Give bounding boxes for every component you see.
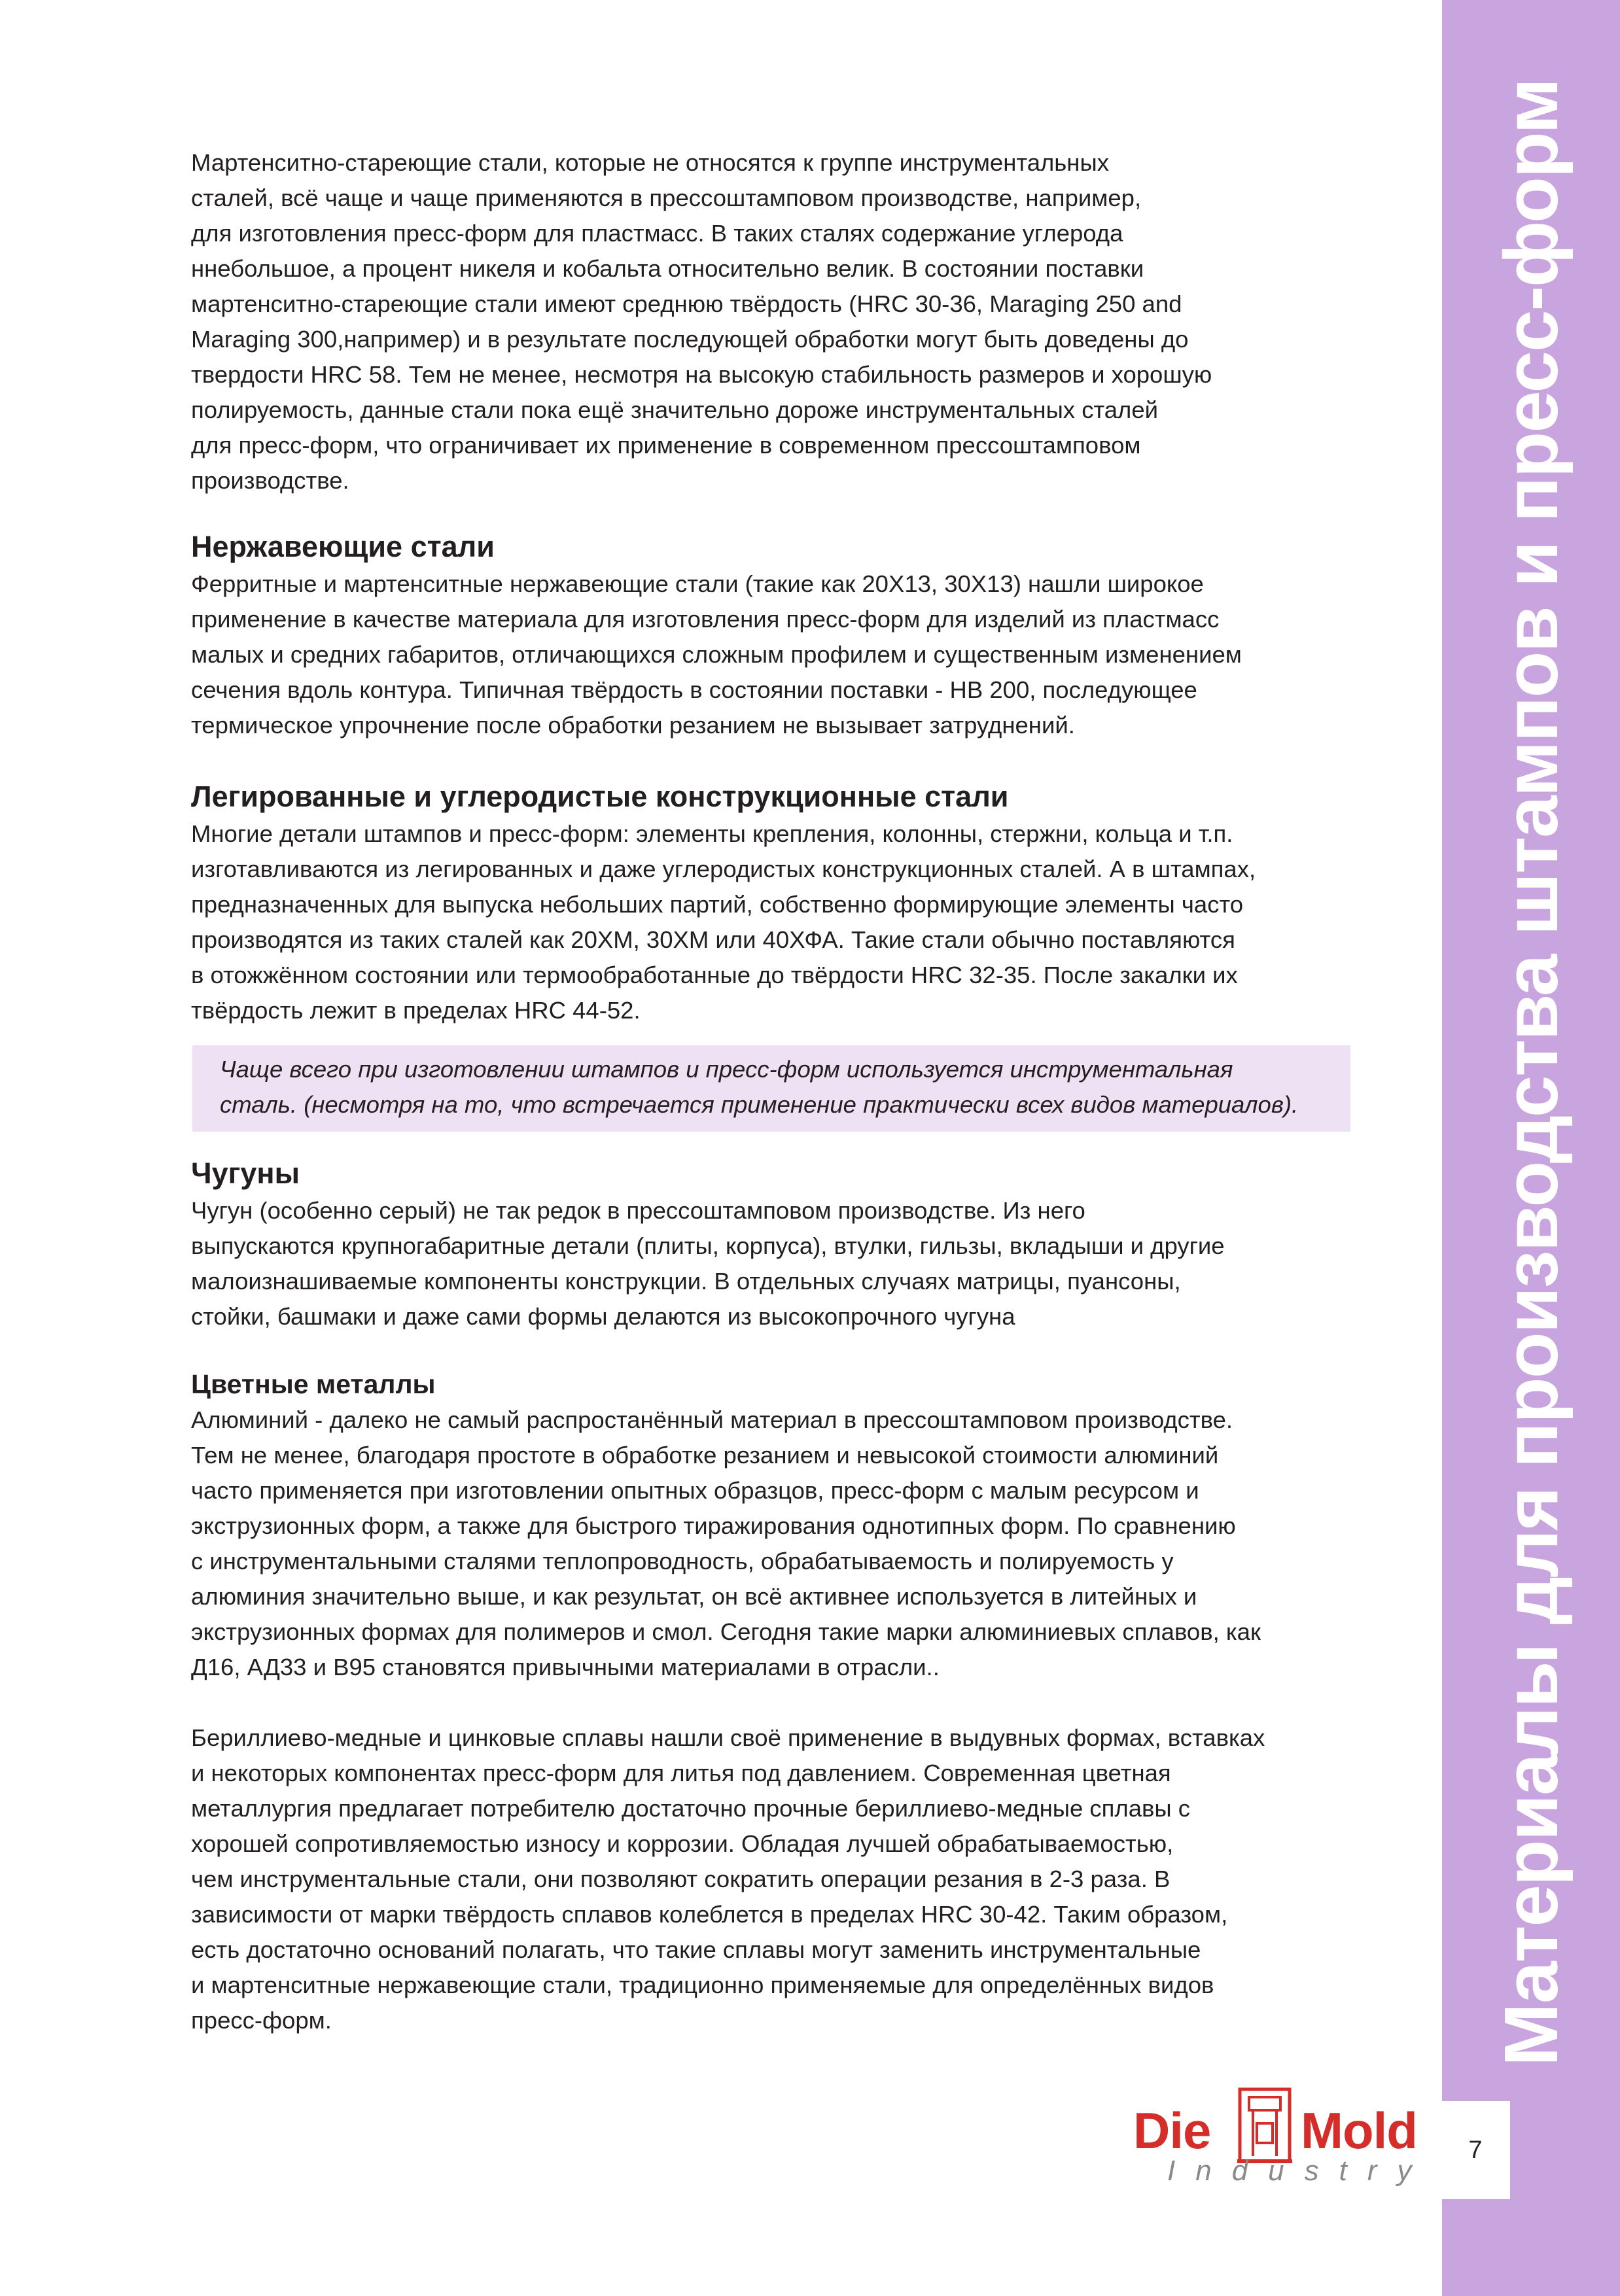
paragraph-structural-steel: Многие детали штампов и пресс-форм: элементы крепления, колонны, стержни, кольца и т.п. изготавливаются из легированных и даже углеродистых конструкционных сталей. А в штампах, предназначенных для выпуска небольших партий, собственно формирующие элементы часто производятся из таких сталей как 20ХМ, 30ХМ или 40ХФА. Такие стали обычно поставляются в отожжённом состоянии или термообработанные до твёрдости HRC 32-35. После закалки их твёрдость лежит в пределах HRC 44-52. <box>191 820 1256 1024</box>
paragraph-aluminium: Алюминий - далеко не самый распростанённый материал в прессоштамповом производстве. Тем не менее, благодаря простоте в обработке резанием и невысокой стоимости алюминий часто применяется при изготовлении опытных образцов, пресс-форм с малым ресурсом и экструзионных форм, а также для быстрого тиражирования однотипных форм. По сравнению с инструментальными сталями теплопроводность, обрабатываемость и полируемость у алюминия значительно выше, и как результат, он всё активнее используется в литейных и экструзионных формах для полимеров и смол. Сегодня такие марки алюминиевых сплавов, как Д16, АД33 и В95 становятся привычными материалами в отрасли.. <box>191 1406 1261 1680</box>
page-number: 7 <box>1468 2136 1483 2164</box>
heading-nonferrous-metals: Цветные металлы <box>191 1369 436 1399</box>
paragraph-stainless-steel: Ферритные и мартенситные нержавеющие стали (такие как 20Х13, 30Х13) нашли широкое применение в качестве материала для изготовления пресс-форм для изделий из пластмасс малых и средних габаритов, отличающихся сложным профилем и существенным изменением сечения вдоль контура. Типичная твёрдость в состоянии поставки - НВ 200, последующее термическое упрочнение после обработки резанием не вызывает затруднений. <box>191 570 1242 739</box>
paragraph-beryllium-copper: Бериллиево-медные и цинковые сплавы нашли своё применение в выдувных формах, вставках и некоторых компонентах пресс-форм для литья под давлением. Современная цветная металлургия предлагает потребителю достаточно прочные бериллиево-медные сплавы с хорошей сопротивляемостью износу и коррозии. Обладая лучшей обрабатываемостью, чем инструментальные стали, они позволяют сократить операции резания в 2-3 раза. В зависимости от марки твёрдость сплавов колеблется в пределах HRC 30-42. Таким образом, есть достаточно оснований полагать, что такие сплавы могут заменить инструментальные и мартенситные нержавеющие стали, традиционно применяемые для определённых видов пресс-форм. <box>191 1724 1265 2034</box>
page-number-box <box>1441 2101 1510 2199</box>
page-content <box>191 145 1364 2038</box>
logo-mold-text: Mold <box>1301 2102 1417 2159</box>
callout-text: Чаще всего при изготовлении штампов и пресс-форм используется инструментальная сталь. (несмотря на то, что встречается применение практически всех видов материалов). <box>220 1056 1299 1118</box>
callout-box <box>192 1045 1350 1132</box>
heading-structural-steel: Легированные и углеродистые конструкционные стали <box>191 780 1009 813</box>
heading-cast-iron: Чугуны <box>191 1157 300 1190</box>
intro-paragraph: Мартенситно-стареющие стали, которые не относятся к группе инструментальных сталей, всё чаще и чаще применяются в прессоштамповом производстве, например, для изготовления пресс-форм для пластмасс. В таких сталях содержание углерода ннебольшое, а процент никеля и кобальта относительно велик. В состоянии поставки мартенситно-стареющие стали имеют среднюю твёрдость (HRC 30-36, Maraging 250 and Maraging 300,например) и в результате последующей обработки могут быть доведены до твердости HRC 58. Тем не менее, несмотря на высокую стабильность размеров и хорошую полируемость, данные стали пока ещё значительно дороже инструментальных сталей для пресс-форм, что ограничивает их применение в современном прессоштамповом производстве. <box>191 149 1212 494</box>
sidebar-title: Материалы для производства штампов и пресс-форм <box>1488 79 1574 2066</box>
diemold-logo <box>1129 2074 1437 2204</box>
paragraph-cast-iron: Чугун (особенно серый) не так редок в прессоштамповом производстве. Из него выпускаются крупногабаритные детали (плиты, корпуса), втулки, гильзы, вкладыши и другие малоизнашиваемые компоненты конструкции. В отдельных случаях матрицы, пуансоны, стойки, башмаки и даже сами формы делаются из высокопрочного чугуна <box>191 1197 1225 1330</box>
logo-die-text: Die <box>1133 2102 1211 2159</box>
logo-industry-text: Industry <box>1167 2155 1432 2187</box>
heading-stainless-steel: Нержавеющие стали <box>191 530 495 563</box>
